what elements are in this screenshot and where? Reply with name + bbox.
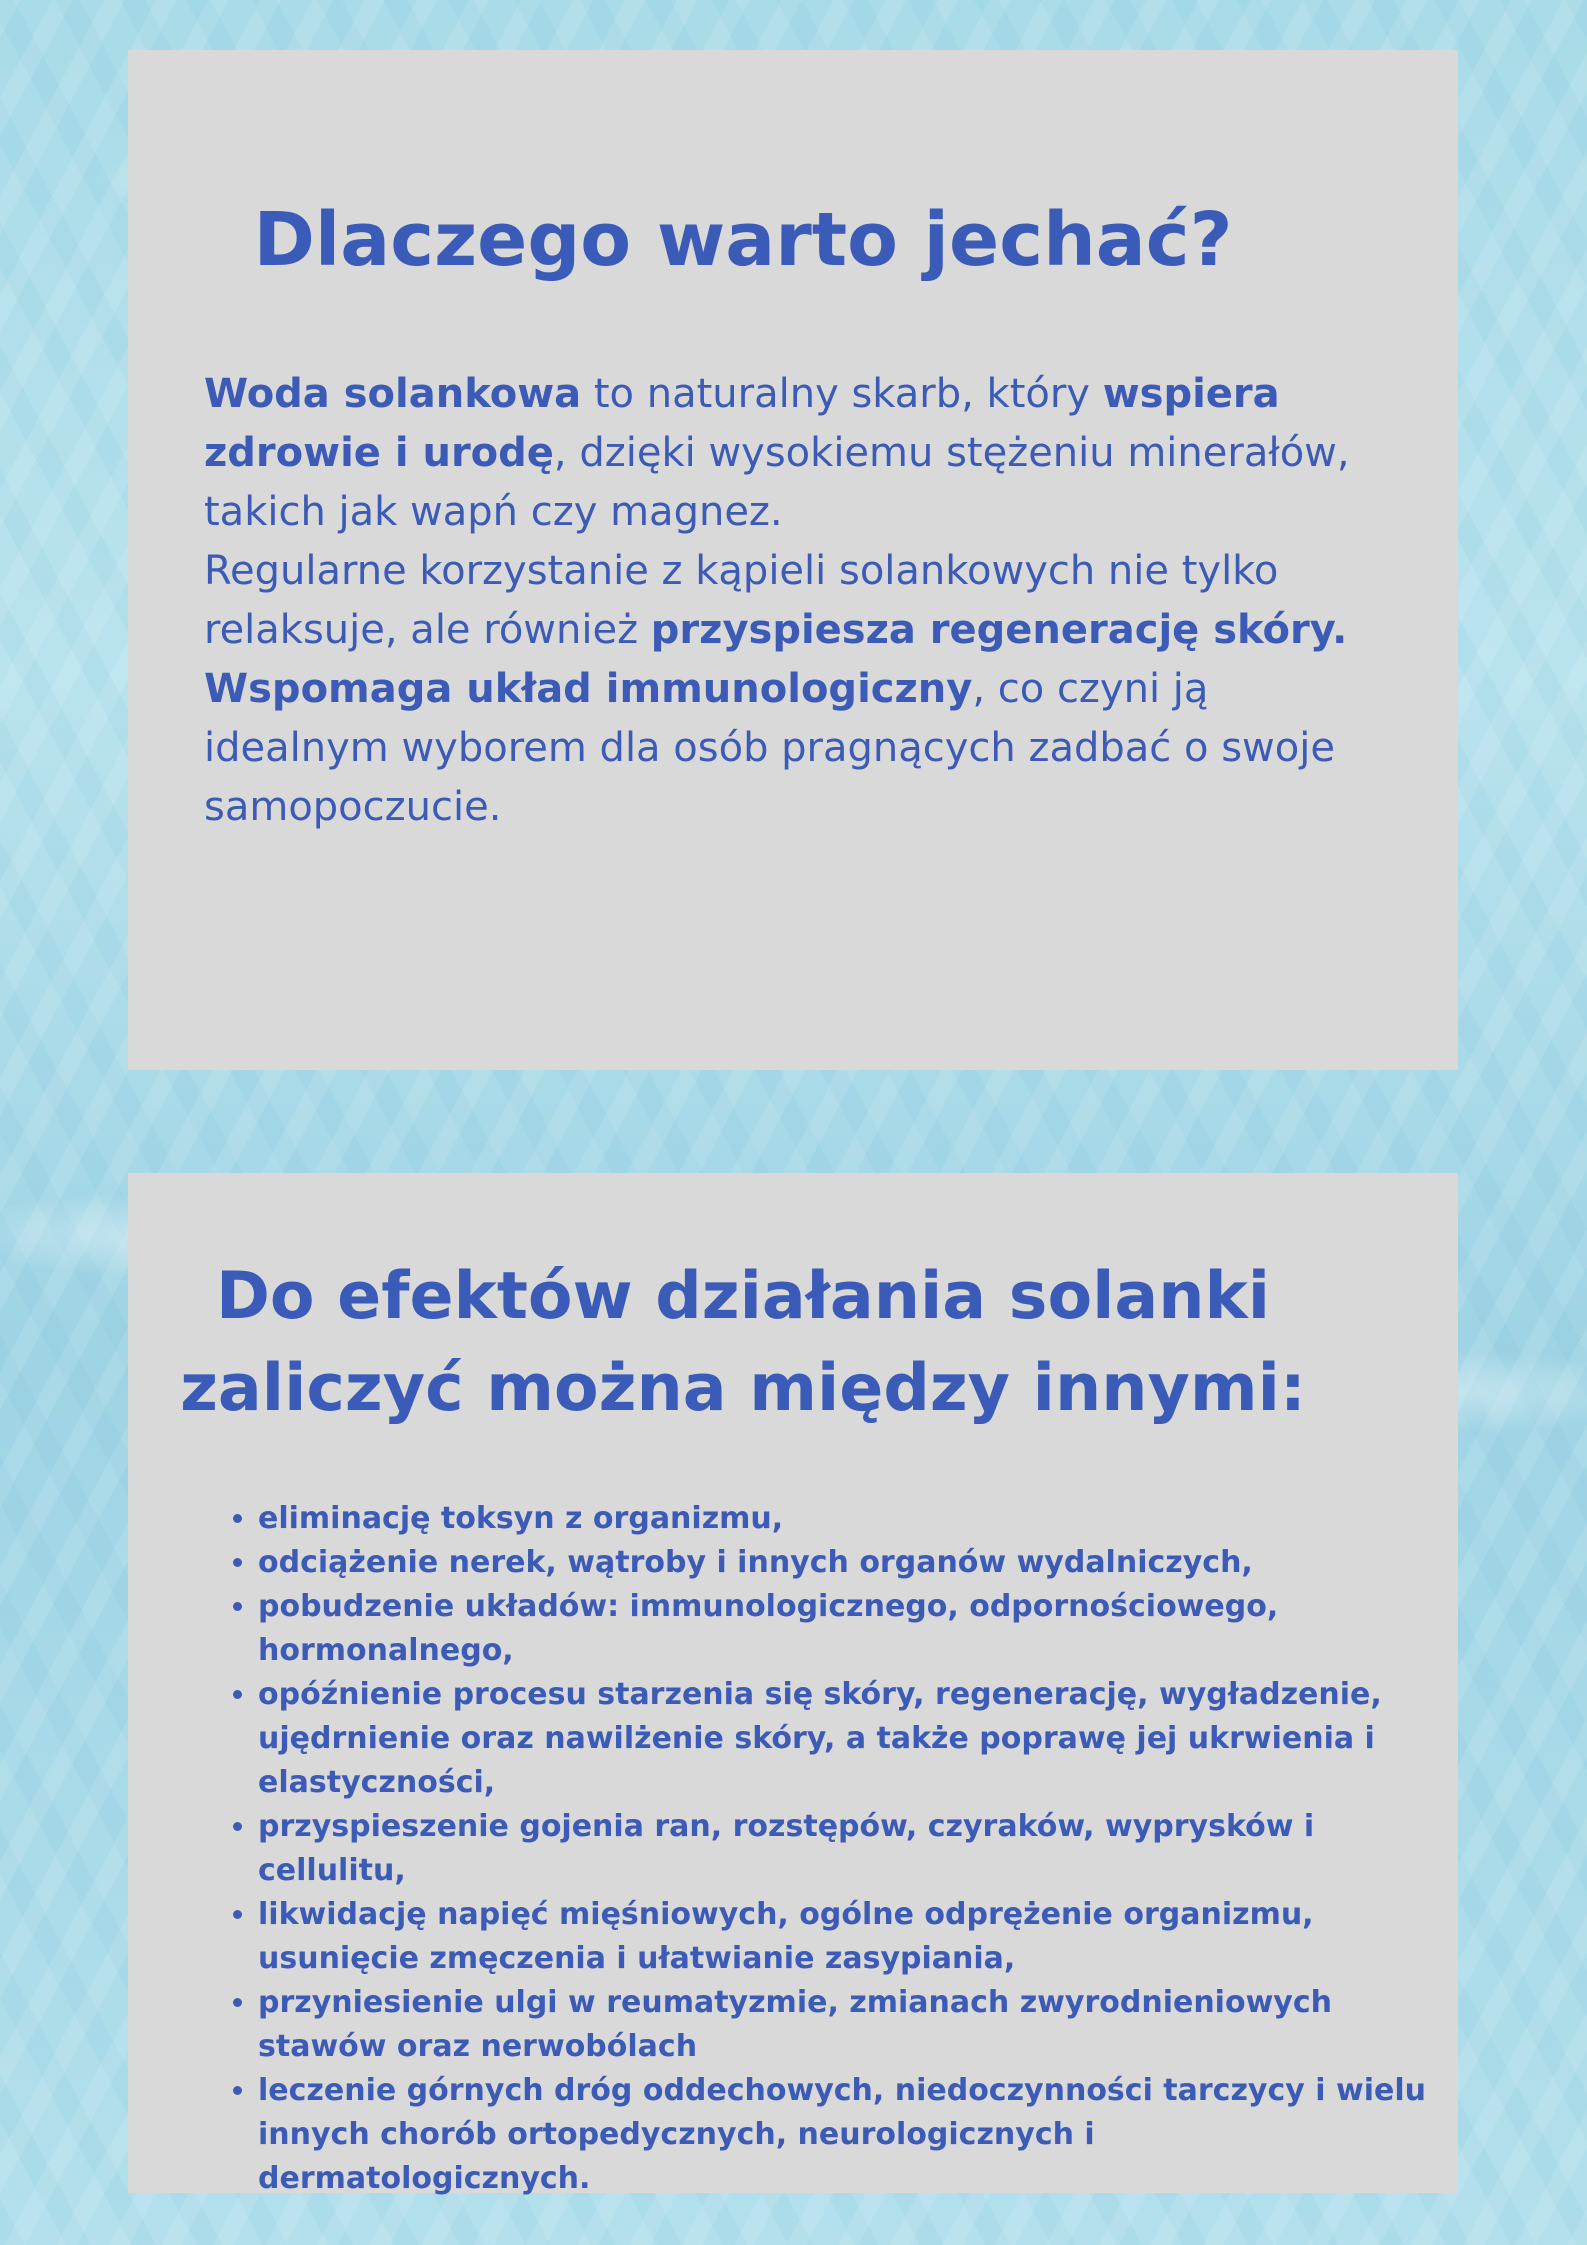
why-go-card (128, 50, 1458, 1070)
list-item: • przyspieszenie gojenia ran, rozstępów, czyraków, wyprysków i cellulitu, (258, 1805, 1428, 1893)
intro-segment: wspiera zdrowie i urodę (204, 371, 1280, 476)
effects-title-line1: Do efektów działania solanki (215, 1259, 1271, 1334)
effects-list (128, 1497, 1458, 2201)
list-item: • likwidację napięć mięśniowych, ogólne odprężenie organizmu, usunięcie zmęczenia i ułatwianie zasypiania, (258, 1893, 1428, 1981)
intro-segment: , dzięki wysokiemu stężeniu minerałów, takich jak wapń czy magnez. (204, 430, 1350, 535)
intro-segment: przyspiesza regenerację skóry. (650, 607, 1348, 653)
intro-segment: Wspomaga układ immunologiczny (204, 666, 973, 712)
intro-segment: Regularne korzystanie z kąpieli solankowych nie tylko relaksuje, ale również (204, 548, 1279, 653)
effects-title-line2: zaliczyć można między innymi: (180, 1351, 1306, 1426)
list-item: • leczenie górnych dróg oddechowych, niedoczynności tarczycy i wielu innych chorób ortopedycznych, neurologicznych i dermatologicznych. (258, 2069, 1428, 2201)
why-go-title: Dlaczego warto jechać? (253, 197, 1233, 283)
list-item: • eliminację toksyn z organizmu, (258, 1497, 1428, 1541)
list-item: • przyniesienie ulgi w reumatyzmie, zmianach zwyrodnieniowych stawów oraz nerwobólach (258, 1981, 1428, 2069)
list-item: • pobudzenie układów: immunologicznego, odpornościowego, hormonalnego, (258, 1585, 1428, 1673)
brine-intro-paragraph (128, 365, 1458, 837)
list-item: • opóźnienie procesu starzenia się skóry, regenerację, wygładzenie, ujędrnienie oraz nawilżenie skóry, a także poprawę jej ukrwienia i elastyczności, (258, 1673, 1428, 1805)
effects-card (128, 1173, 1458, 2196)
effects-title (128, 1173, 1458, 1435)
list-item: • odciążenie nerek, wątroby i innych organów wydalniczych, (258, 1541, 1428, 1585)
intro-segment: Woda solankowa (204, 371, 582, 417)
intro-segment: to naturalny skarb, który (581, 371, 1103, 417)
intro-segment: , co czyni ją idealnym wyborem dla osób pragnących zadbać o swoje samopoczucie. (204, 666, 1335, 830)
